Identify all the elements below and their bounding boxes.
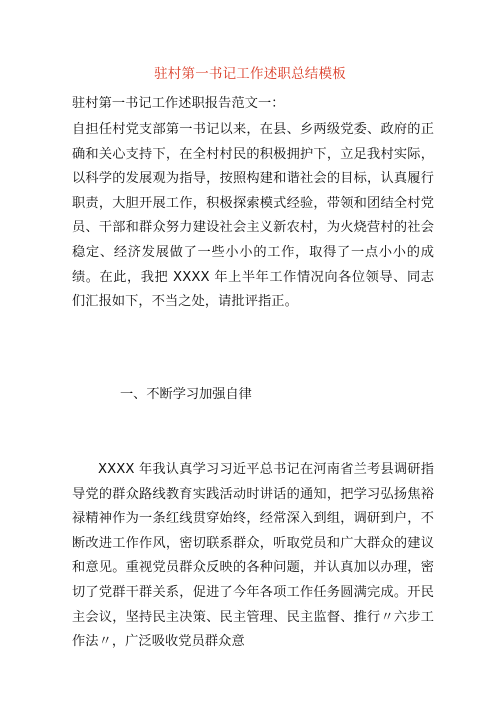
document-title: 驻村第一书记工作述职总结模板 xyxy=(154,66,346,82)
paragraph-1: 自担任村党支部第一书记以来，在县、乡两级党委、政府的正确和关心支持下，在全村村民的积极拥护下，立足我村实际，以科学的发展观为指导，按照构建和谐社会的目标，认真履行职责，大胆开展工作，积极探索模式经验，带领和团结全村党员、干部和群众努力建设社会主义新农村，为火烧营村的社会稳定、经济发展做了一些小小的工作，取得了一点小小的成绩。在此，我把 XXXX 年上半年工作情况向各位领导、同志们汇报如下，不当之处，请批评指正。 xyxy=(72,122,434,310)
paragraph-2: XXXX 年我认真学习习近平总书记在河南省兰考县调研指导党的群众路线教育实践活动时讲话的通知，把学习弘扬焦裕禄精神作为一条红线贯穿始终，经常深入到组，调研到户，不断改进工作作风，密切联系群众，听取党员和广大群众的建议和意见。重视党员群众反映的各种问题，并认真加以办理，密切了党群干群关系，促进了今年各项工作任务圆满完成。开民主会议，坚持民主决策、民主管理、民主监督、推行〃六步工作法〃，广泛吸收党员群众意 xyxy=(72,462,434,650)
intro-line: 驻村第一书记工作述职报告范文一： xyxy=(72,96,285,111)
section-heading-1: 一、不断学习加强自律 xyxy=(120,387,252,402)
